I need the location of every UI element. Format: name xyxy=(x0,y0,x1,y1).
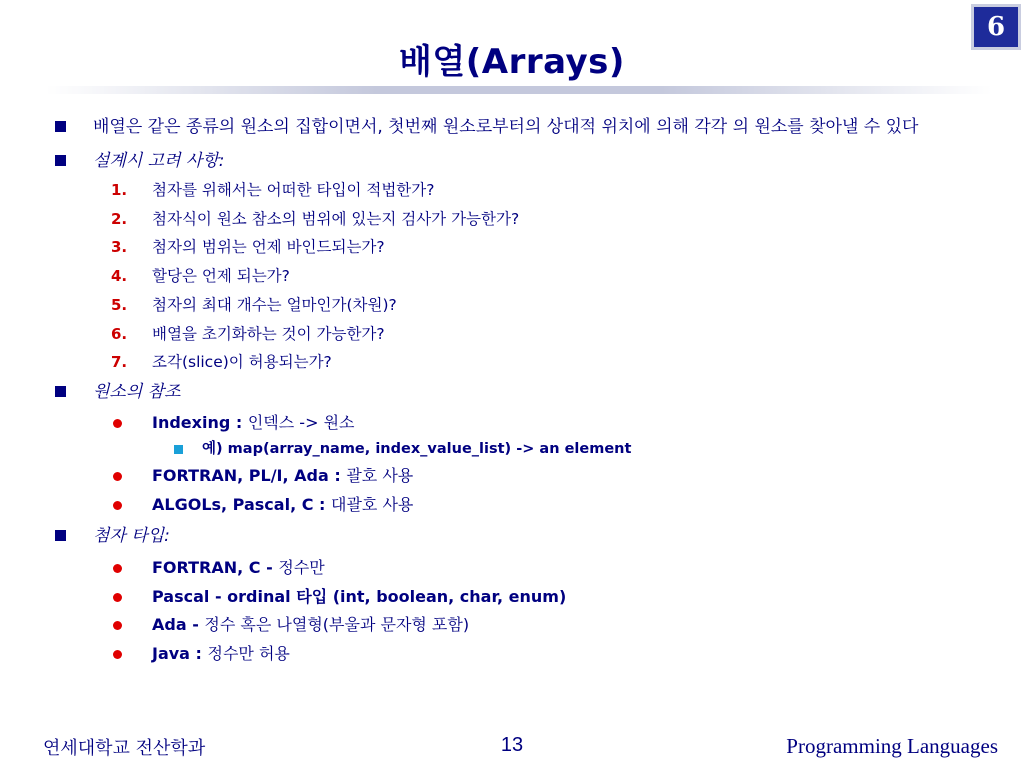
subscript-type-item xyxy=(0,640,1024,669)
numbered-item xyxy=(0,262,1024,291)
item-number: 4. xyxy=(111,267,128,286)
item-text: 배열을 초기화하는 것이 가능한가? xyxy=(152,324,385,343)
item-number: 2. xyxy=(111,209,128,228)
numbered-item xyxy=(0,233,1024,262)
numbered-item xyxy=(0,291,1024,320)
bullet-subscript-types xyxy=(0,521,973,551)
subscript-type-item xyxy=(0,583,1024,612)
item-text: 정수 혹은 나열형(부울과 문자형 포함) xyxy=(204,615,470,635)
title-divider xyxy=(46,86,992,94)
round-bullet-icon xyxy=(113,650,122,659)
bullet-text: 배열은 같은 종류의 원소의 집합이면서, 첫번째 원소로부터의 상대적 위치에 의해 각각 의 원소를 찾아낼 수 있다 xyxy=(93,117,919,137)
bullet-text: 원소의 참조 xyxy=(93,381,181,402)
item-text: 첨자식이 원소 참소의 범위에 있는지 검사가 가능한가? xyxy=(152,209,520,228)
reference-item xyxy=(0,462,1024,491)
item-text: 조각(slice)이 허용되는가? xyxy=(152,353,332,372)
footer-institution: 연세대학교 전산학과 xyxy=(43,738,206,759)
item-label: FORTRAN, PL/I, Ada : xyxy=(152,466,347,486)
item-text: 정수만 허용 xyxy=(207,643,290,663)
item-text: 할당은 언제 되는가? xyxy=(152,267,290,286)
subscript-type-item xyxy=(0,554,1024,583)
round-bullet-icon xyxy=(113,472,122,481)
round-bullet-icon xyxy=(113,593,122,602)
square-bullet-icon xyxy=(55,530,66,541)
round-bullet-icon xyxy=(113,419,122,428)
bullet-text: 설계시 고려 사항: xyxy=(93,151,225,171)
bullet-design-considerations xyxy=(0,146,973,176)
item-text: 타입 (int, boolean, char, enum) xyxy=(296,586,567,606)
slide-body xyxy=(0,112,1024,668)
item-text: 정수만 xyxy=(278,558,325,578)
numbered-item xyxy=(0,320,1024,349)
numbered-item xyxy=(0,348,1024,377)
bullet-array-definition xyxy=(0,112,973,142)
bullet-element-reference xyxy=(0,377,973,407)
indexing-example xyxy=(0,437,1024,462)
item-text: 첨자의 범위는 언제 바인드되는가? xyxy=(152,238,385,257)
numbered-item xyxy=(0,205,1024,234)
square-bullet-icon xyxy=(55,386,66,397)
reference-item xyxy=(0,409,1024,438)
item-label: Java : xyxy=(152,643,208,663)
item-label: ALGOLs, Pascal, C : xyxy=(152,494,331,514)
item-text: 괄호 사용 xyxy=(346,466,414,486)
small-square-bullet-icon xyxy=(174,445,183,454)
reference-item xyxy=(0,491,1024,520)
example-text: 예) map(array_name, index_value_list) -> an element xyxy=(202,441,632,458)
item-label: Ada - xyxy=(152,615,205,635)
subscript-type-item xyxy=(0,611,1024,640)
item-text: 인덱스 -> 원소 xyxy=(247,412,355,432)
square-bullet-icon xyxy=(55,121,66,132)
item-number: 7. xyxy=(111,353,128,372)
item-number: 3. xyxy=(111,238,128,257)
round-bullet-icon xyxy=(113,621,122,630)
slide-number-badge: 6 xyxy=(971,4,1021,50)
slide-title: 배열(Arrays) xyxy=(399,42,625,82)
item-label: FORTRAN, C - xyxy=(152,558,279,578)
item-label: Pascal - ordinal xyxy=(152,586,297,606)
footer-page-number: 13 xyxy=(500,734,524,756)
item-number: 1. xyxy=(111,181,128,199)
numbered-item xyxy=(0,176,1024,205)
bullet-text: 첨자 타입: xyxy=(93,526,170,547)
item-number: 6. xyxy=(111,324,128,343)
square-bullet-icon xyxy=(55,155,66,166)
round-bullet-icon xyxy=(113,564,122,573)
item-number: 5. xyxy=(111,295,128,314)
footer-course-name: Programming Languages xyxy=(786,734,998,758)
item-text: 첨자의 최대 개수는 얼마인가(차원)? xyxy=(152,295,397,314)
item-text: 첨자를 위해서는 어떠한 타입이 적법한가? xyxy=(152,181,435,199)
item-label: Indexing : xyxy=(152,412,248,432)
item-text: 대괄호 사용 xyxy=(331,494,414,514)
round-bullet-icon xyxy=(113,501,122,510)
